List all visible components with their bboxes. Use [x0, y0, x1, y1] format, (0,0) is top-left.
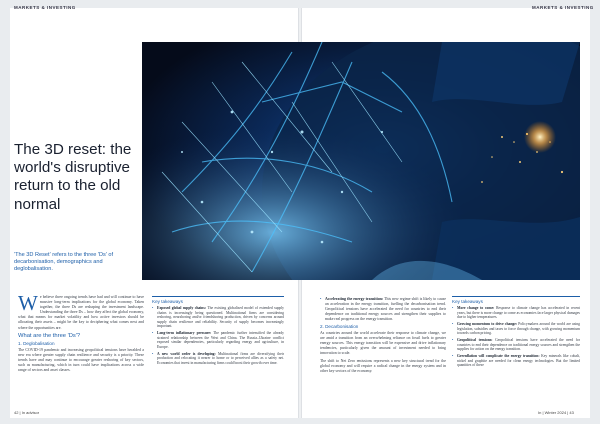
column-3	[320, 297, 446, 378]
globe-network-illustration	[142, 42, 580, 280]
bullet-icon: •	[152, 331, 154, 336]
bullet-icon: •	[152, 306, 154, 310]
takeaway-text: The pandemic further intensified the already strained relationship between the West and China. The Russia–Ukraine conflict exposed similar dependencies, particularly regarding energy and agriculture, in Europe.	[157, 331, 284, 349]
key-takeaways-box-1	[152, 296, 284, 368]
decarbonisation-paragraph-1: As countries around the world accelerate their response to climate change, we are amid a transition from an overwhelming reliance on fossil fuels to greater energy sources. This energy transition will be expensive and drive inflationary tendencies, particularly given the amount of investment needed to bring innovation to scale.	[320, 330, 446, 356]
intro-paragraph	[18, 291, 144, 331]
bullet-icon: •	[452, 337, 454, 342]
running-head-left: MARKETS & INVESTING	[14, 5, 76, 10]
intro-text: e believe three ongoing trends have had and will continue to have massive long-term implications for the global economy. Taken together, the three Ds are reshaping the investment landscape. Understanding the three Ds – how they affect the global economy, what that means for market volatility and how active investors should be allocating their assets – might be the key to deciphering what comes next and where the opportunities are.	[18, 295, 144, 330]
takeaway-item	[452, 306, 580, 320]
takeaway-lead: Long-term inflationary pressure:	[157, 331, 212, 336]
article-title: The 3D reset: the world's disruptive return to the old normal	[14, 141, 132, 213]
takeaway-text: Geopolitical tensions have accelerated the need for countries to end their dependence on traditional energy sources and strengthen the supplies for action on the energy transition.	[457, 337, 581, 352]
takeaway-text: Response to climate change has accelerated in recent years, but there is more change to come as economies face larger physical damages due to higher temperatures.	[457, 306, 580, 320]
takeaway-text: Multinational firms are diversifying their production and relocating it nearer to home or to perceived allies as a safety net. Economies that invest in manufacturing firms could boost their growth over time.	[157, 351, 285, 365]
takeaway-item	[452, 322, 580, 336]
bullet-text: This new regime shift is likely to cause an acceleration in the energy transition, fuelling the decarbonisation trend. Geopolitical tensions have accelerated the need for countries to end their dependence on traditional energy sources and strengthen their supplies to make real progress on the energy transition.	[325, 297, 446, 321]
subheading-decarbonisation: 2. Decarbonisation	[320, 323, 359, 329]
column-1	[18, 291, 144, 376]
takeaway-item	[452, 338, 580, 352]
subheading-deglobalisation: 1. Deglobalisation	[18, 340, 55, 346]
bullet-icon: •	[452, 306, 454, 310]
bullet-lead: Accelerating the energy transition:	[325, 297, 384, 301]
takeaway-text: Key minerals like cobalt, nickel and graphite are needed for clean energy technologies. But the limited quantities of these	[457, 353, 580, 368]
takeaway-item	[452, 354, 580, 368]
takeaway-lead: A new world order is developing:	[157, 351, 216, 356]
standfirst: 'The 3D Reset' refers to the three 'Ds' of decarbonisation, demographics and deglobalisation.	[14, 252, 114, 273]
key-takeaways-title: Key takeaways	[452, 299, 483, 304]
running-head-right: MARKETS & INVESTING	[532, 5, 594, 10]
takeaway-lead: Growing momentum to drive change:	[457, 321, 518, 326]
takeaway-text: The existing globalised model of extended supply chains is increasingly being questioned. Multinational firms are considering reshoring, nearshoring and/or friendshoring production, driven by concerns around supply chain resilience and reliability. Security of supply becomes increasingly important.	[157, 306, 284, 329]
bullet-icon: •	[452, 321, 454, 326]
key-takeaways-title: Key takeaways	[152, 299, 183, 304]
takeaway-text: Policymakers around the world are using legislation, subsidies and taxes to force through change, with growing momentum towards carbon pricing.	[457, 321, 580, 336]
takeaway-lead: Exposed global supply chains:	[157, 306, 206, 310]
bullet-icon: •	[320, 297, 322, 301]
drop-cap: W	[18, 291, 38, 315]
bullet-icon: •	[452, 353, 454, 358]
decarbonisation-paragraph-2: The shift to Net Zero emissions represents a new key structural trend for the global economy and will require a radical change in the energy system and in other key sectors of the economy.	[320, 359, 446, 374]
section-heading: What are the three 'Ds'?	[18, 332, 81, 339]
energy-transition-bullet	[320, 297, 446, 322]
bullet-icon: •	[152, 351, 154, 356]
takeaway-lead: Greenflation will complicate the energy transition:	[457, 353, 540, 358]
takeaway-lead: Geopolitical tensions:	[457, 337, 493, 342]
key-takeaways-box-2	[452, 296, 580, 370]
hero-image	[142, 42, 580, 280]
takeaway-item	[152, 331, 284, 349]
footer-right: In | Winter 2024 | 43	[538, 410, 574, 415]
takeaway-item	[152, 352, 284, 366]
takeaway-item	[152, 306, 284, 329]
deglobalisation-text: The COVID-19 pandemic and increasing geopolitical tensions have heralded a new era where greater supply chain resilience and security is a priority. These trends have and may continue to encourage greater reshoring of key sectors, such as manufacturing, which in turn could have implications across a wide range of sectors and asset classes.	[18, 347, 144, 373]
footer-left: 42 | In advisor	[14, 410, 40, 415]
takeaway-lead: More change to come:	[457, 306, 495, 310]
